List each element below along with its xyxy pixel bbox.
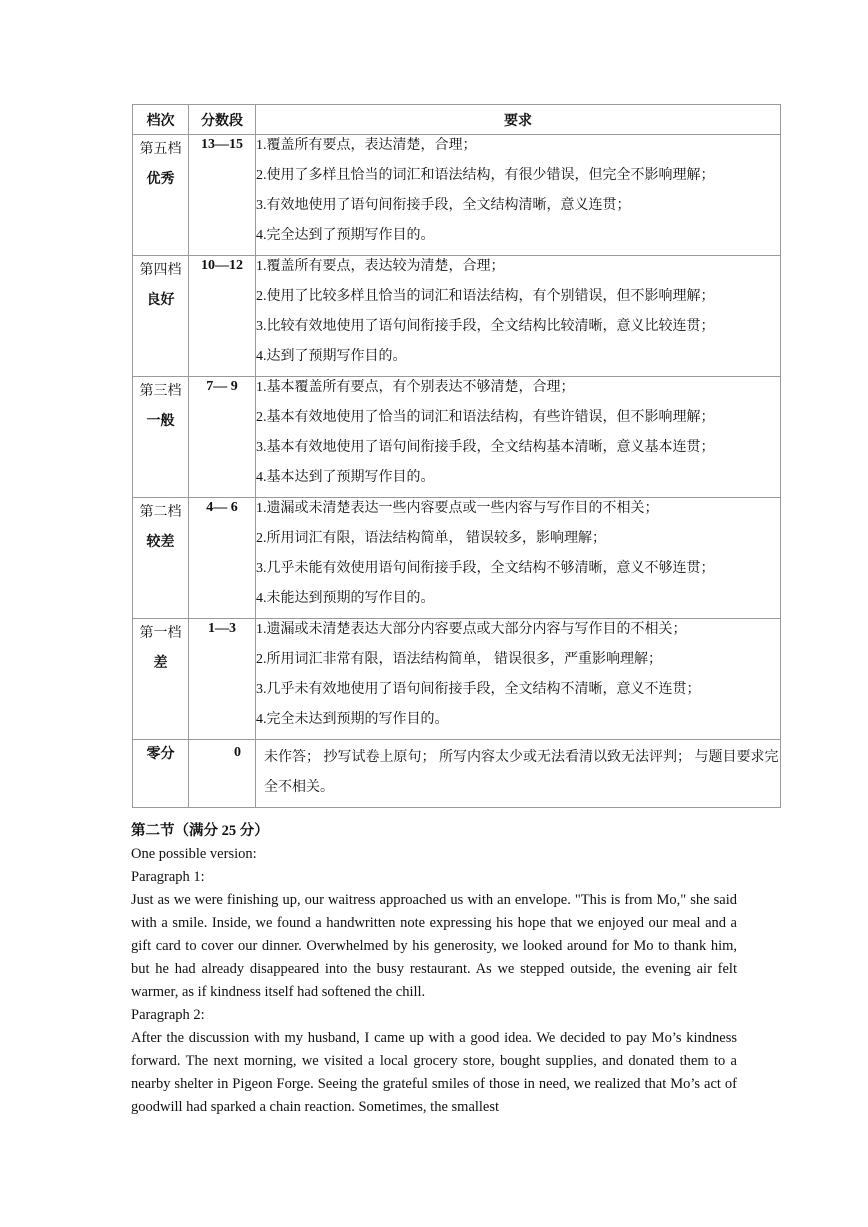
table-row	[133, 619, 781, 740]
requirement-item: 2.使用了比较多样且恰当的词汇和语法结构，有个别错误，但不影响理解；	[256, 289, 715, 304]
requirements-cell	[256, 135, 781, 256]
level-quality: 较差	[146, 535, 175, 550]
score-range: 1—3	[189, 619, 256, 740]
level-quality: 差	[153, 656, 168, 671]
paragraph-2-label: Paragraph 2:	[131, 1007, 205, 1023]
table-row	[133, 498, 781, 619]
section-two	[131, 820, 737, 1119]
level-cell	[133, 377, 189, 498]
level-name: 第四档	[139, 263, 182, 278]
requirement-item: 2.所用词汇有限，语法结构简单， 错误较多，影响理解；	[256, 531, 606, 546]
zero-level: 零分	[133, 740, 189, 808]
paragraph-1-text: Just as we were finishing up, our waitress approached us with an envelope. "This is from Mo," she said with a smile. Inside, we found a handwritten note expressing his hope that we enjoyed our meal and a gift card to cover our dinner. Overwhelmed by his generosity, we looked around for Mo to thank him, but he had already disappeared into the busy restaurant. As we stepped outside, the evening air felt warmer, as if kindness itself had softened the chill.	[131, 892, 737, 1000]
table-row-zero	[133, 740, 781, 808]
level-cell	[133, 256, 189, 377]
requirement-item: 3.有效地使用了语句间衔接手段，全文结构清晰，意义连贯；	[256, 198, 631, 213]
header-requirements: 要求	[256, 105, 781, 135]
header-level: 档次	[133, 105, 189, 135]
requirement-item: 1.遗漏或未清楚表达大部分内容要点或大部分内容与写作目的不相关；	[256, 622, 687, 637]
requirement-item: 4.完全未达到预期的写作目的。	[256, 712, 449, 727]
level-cell	[133, 135, 189, 256]
level-name: 第二档	[139, 505, 182, 520]
requirement-item: 1.遗漏或未清楚表达一些内容要点或一些内容与写作目的不相关；	[256, 501, 659, 516]
paragraph-2-text: After the discussion with my husband, I came up with a good idea. We decided to pay Mo’s kindness forward. The next morning, we visited a local grocery store, bought supplies, and donated them to a nearby shelter in Pigeon Forge. Seeing the grateful smiles of those in need, we realized that Mo’s act of goodwill had sparked a chain reaction. Sometimes, the smallest	[131, 1030, 737, 1115]
requirement-item: 3.几乎未能有效使用语句间衔接手段，全文结构不够清晰，意义不够连贯；	[256, 561, 715, 576]
requirements-cell	[256, 498, 781, 619]
score-range: 7— 9	[189, 377, 256, 498]
level-cell	[133, 498, 189, 619]
requirement-item: 4.完全达到了预期写作目的。	[256, 228, 435, 243]
requirement-item: 4.达到了预期写作目的。	[256, 349, 407, 364]
table-row	[133, 377, 781, 498]
header-range: 分数段	[189, 105, 256, 135]
level-name: 第五档	[139, 142, 182, 157]
requirements-cell	[256, 377, 781, 498]
level-quality: 优秀	[146, 172, 175, 187]
requirement-item: 3.几乎未有效地使用了语句间衔接手段，全文结构不清晰，意义不连贯；	[256, 682, 701, 697]
section-heading: 第二节（满分 25 分）	[131, 823, 269, 839]
version-label: One possible version:	[131, 846, 257, 862]
score-range: 10—12	[189, 256, 256, 377]
table-header-row	[133, 105, 781, 135]
requirement-item: 4.未能达到预期的写作目的。	[256, 591, 435, 606]
requirements-cell	[256, 256, 781, 377]
requirement-item: 3.比较有效地使用了语句间衔接手段，全文结构比较清晰，意义比较连贯；	[256, 319, 715, 334]
level-name: 第一档	[139, 626, 182, 641]
paragraph-1-label: Paragraph 1:	[131, 869, 205, 885]
table-row	[133, 135, 781, 256]
requirement-item: 1.覆盖所有要点，表达清楚，合理；	[256, 138, 477, 153]
requirement-item: 3.基本有效地使用了语句间衔接手段，全文结构基本清晰，意义基本连贯；	[256, 440, 715, 455]
zero-requirements: 未作答； 抄写试卷上原句； 所写内容太少或无法看清以致无法评判； 与题目要求完全不相关。	[256, 740, 781, 808]
zero-score: 0	[189, 740, 256, 808]
rubric-table	[132, 104, 781, 808]
level-cell	[133, 619, 189, 740]
score-range: 4— 6	[189, 498, 256, 619]
requirement-item: 2.使用了多样且恰当的词汇和语法结构，有很少错误，但完全不影响理解；	[256, 168, 715, 183]
requirement-item: 4.基本达到了预期写作目的。	[256, 470, 435, 485]
level-name: 第三档	[139, 384, 182, 399]
requirement-item: 2.基本有效地使用了恰当的词汇和语法结构，有些许错误，但不影响理解；	[256, 410, 715, 425]
score-range: 13—15	[189, 135, 256, 256]
requirement-item: 2.所用词汇非常有限，语法结构简单， 错误很多，严重影响理解；	[256, 652, 662, 667]
requirements-cell	[256, 619, 781, 740]
level-quality: 良好	[146, 293, 175, 308]
level-quality: 一般	[146, 414, 175, 429]
requirement-item: 1.覆盖所有要点，表达较为清楚，合理；	[256, 259, 505, 274]
table-row	[133, 256, 781, 377]
requirement-item: 1.基本覆盖所有要点，有个别表达不够清楚，合理；	[256, 380, 575, 395]
